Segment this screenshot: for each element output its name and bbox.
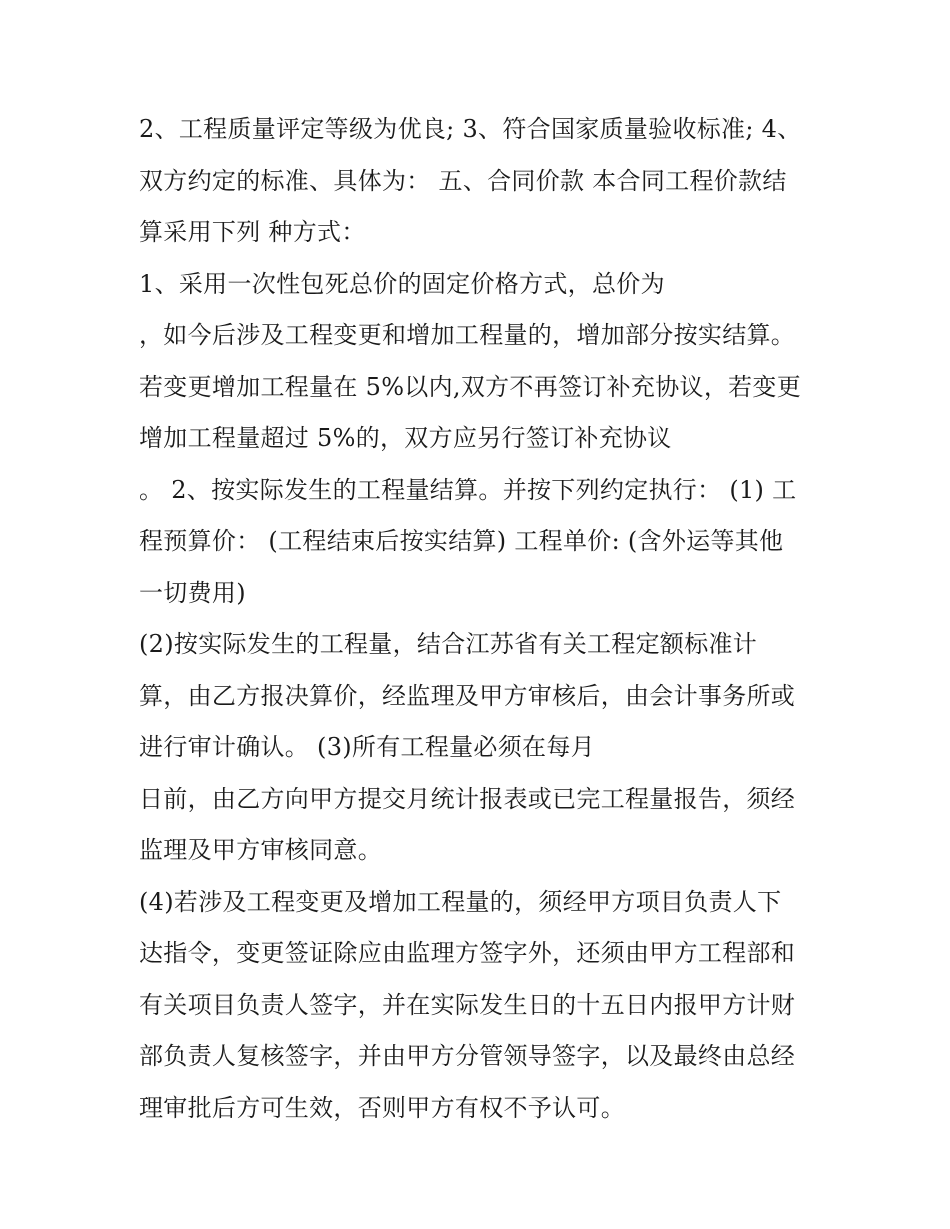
text-line: 部负责人复核签字，并由甲方分管领导签字，以及最终由总经	[139, 1042, 796, 1070]
text-line: 双方约定的标准、具体为： 五、合同价款 本合同工程价款结	[139, 166, 787, 195]
text-line: 达指令，变更签证除应由监理方签字外，还须由甲方工程部和	[139, 939, 796, 967]
text-line: 算采用下列 种方式：	[139, 218, 366, 246]
text-line: 。 2、按实际发生的工程量结算。并按下列约定执行： (1) 工	[139, 475, 797, 504]
text-line: 增加工程量超过 5%的，双方应另行签订补充协议	[139, 424, 672, 452]
text-line: 1、采用一次性包死总价的固定价格方式，总价为	[139, 269, 665, 298]
text-line: 进行审计确认。 (3)所有工程量必须在每月	[139, 733, 595, 761]
document-body	[139, 104, 829, 1134]
text-line: 程预算价： (工程结束后按实结算) 工程单价: (含外运等其他	[139, 527, 784, 555]
text-line: 监理及甲方审核同意。	[139, 836, 382, 864]
text-line: ，如今后涉及工程变更和增加工程量的，增加部分按实结算。	[139, 321, 796, 349]
text-line: 日前，由乙方向甲方提交月统计报表或已完工程量报告，须经	[139, 784, 796, 813]
text-line: 一切费用)	[139, 578, 246, 607]
text-line: 2、工程质量评定等级为优良; 3、符合国家质量验收标准; 4、	[139, 115, 802, 143]
text-line: (2)按实际发生的工程量，结合江苏省有关工程定额标准计	[139, 630, 758, 658]
text-line: 理审批后方可生效，否则甲方有权不予认可。	[139, 1093, 625, 1122]
text-line: (4)若涉及工程变更及增加工程量的，须经甲方项目负责人下	[139, 887, 782, 916]
text-line: 若变更增加工程量在 5%以内,双方不再签订补充协议，若变更	[139, 372, 802, 401]
text-line: 有关项目负责人签字，并在实际发生日的十五日内报甲方计财	[139, 990, 796, 1019]
text-line: 算，由乙方报决算价，经监理及甲方审核后，由会计事务所或	[139, 681, 796, 710]
